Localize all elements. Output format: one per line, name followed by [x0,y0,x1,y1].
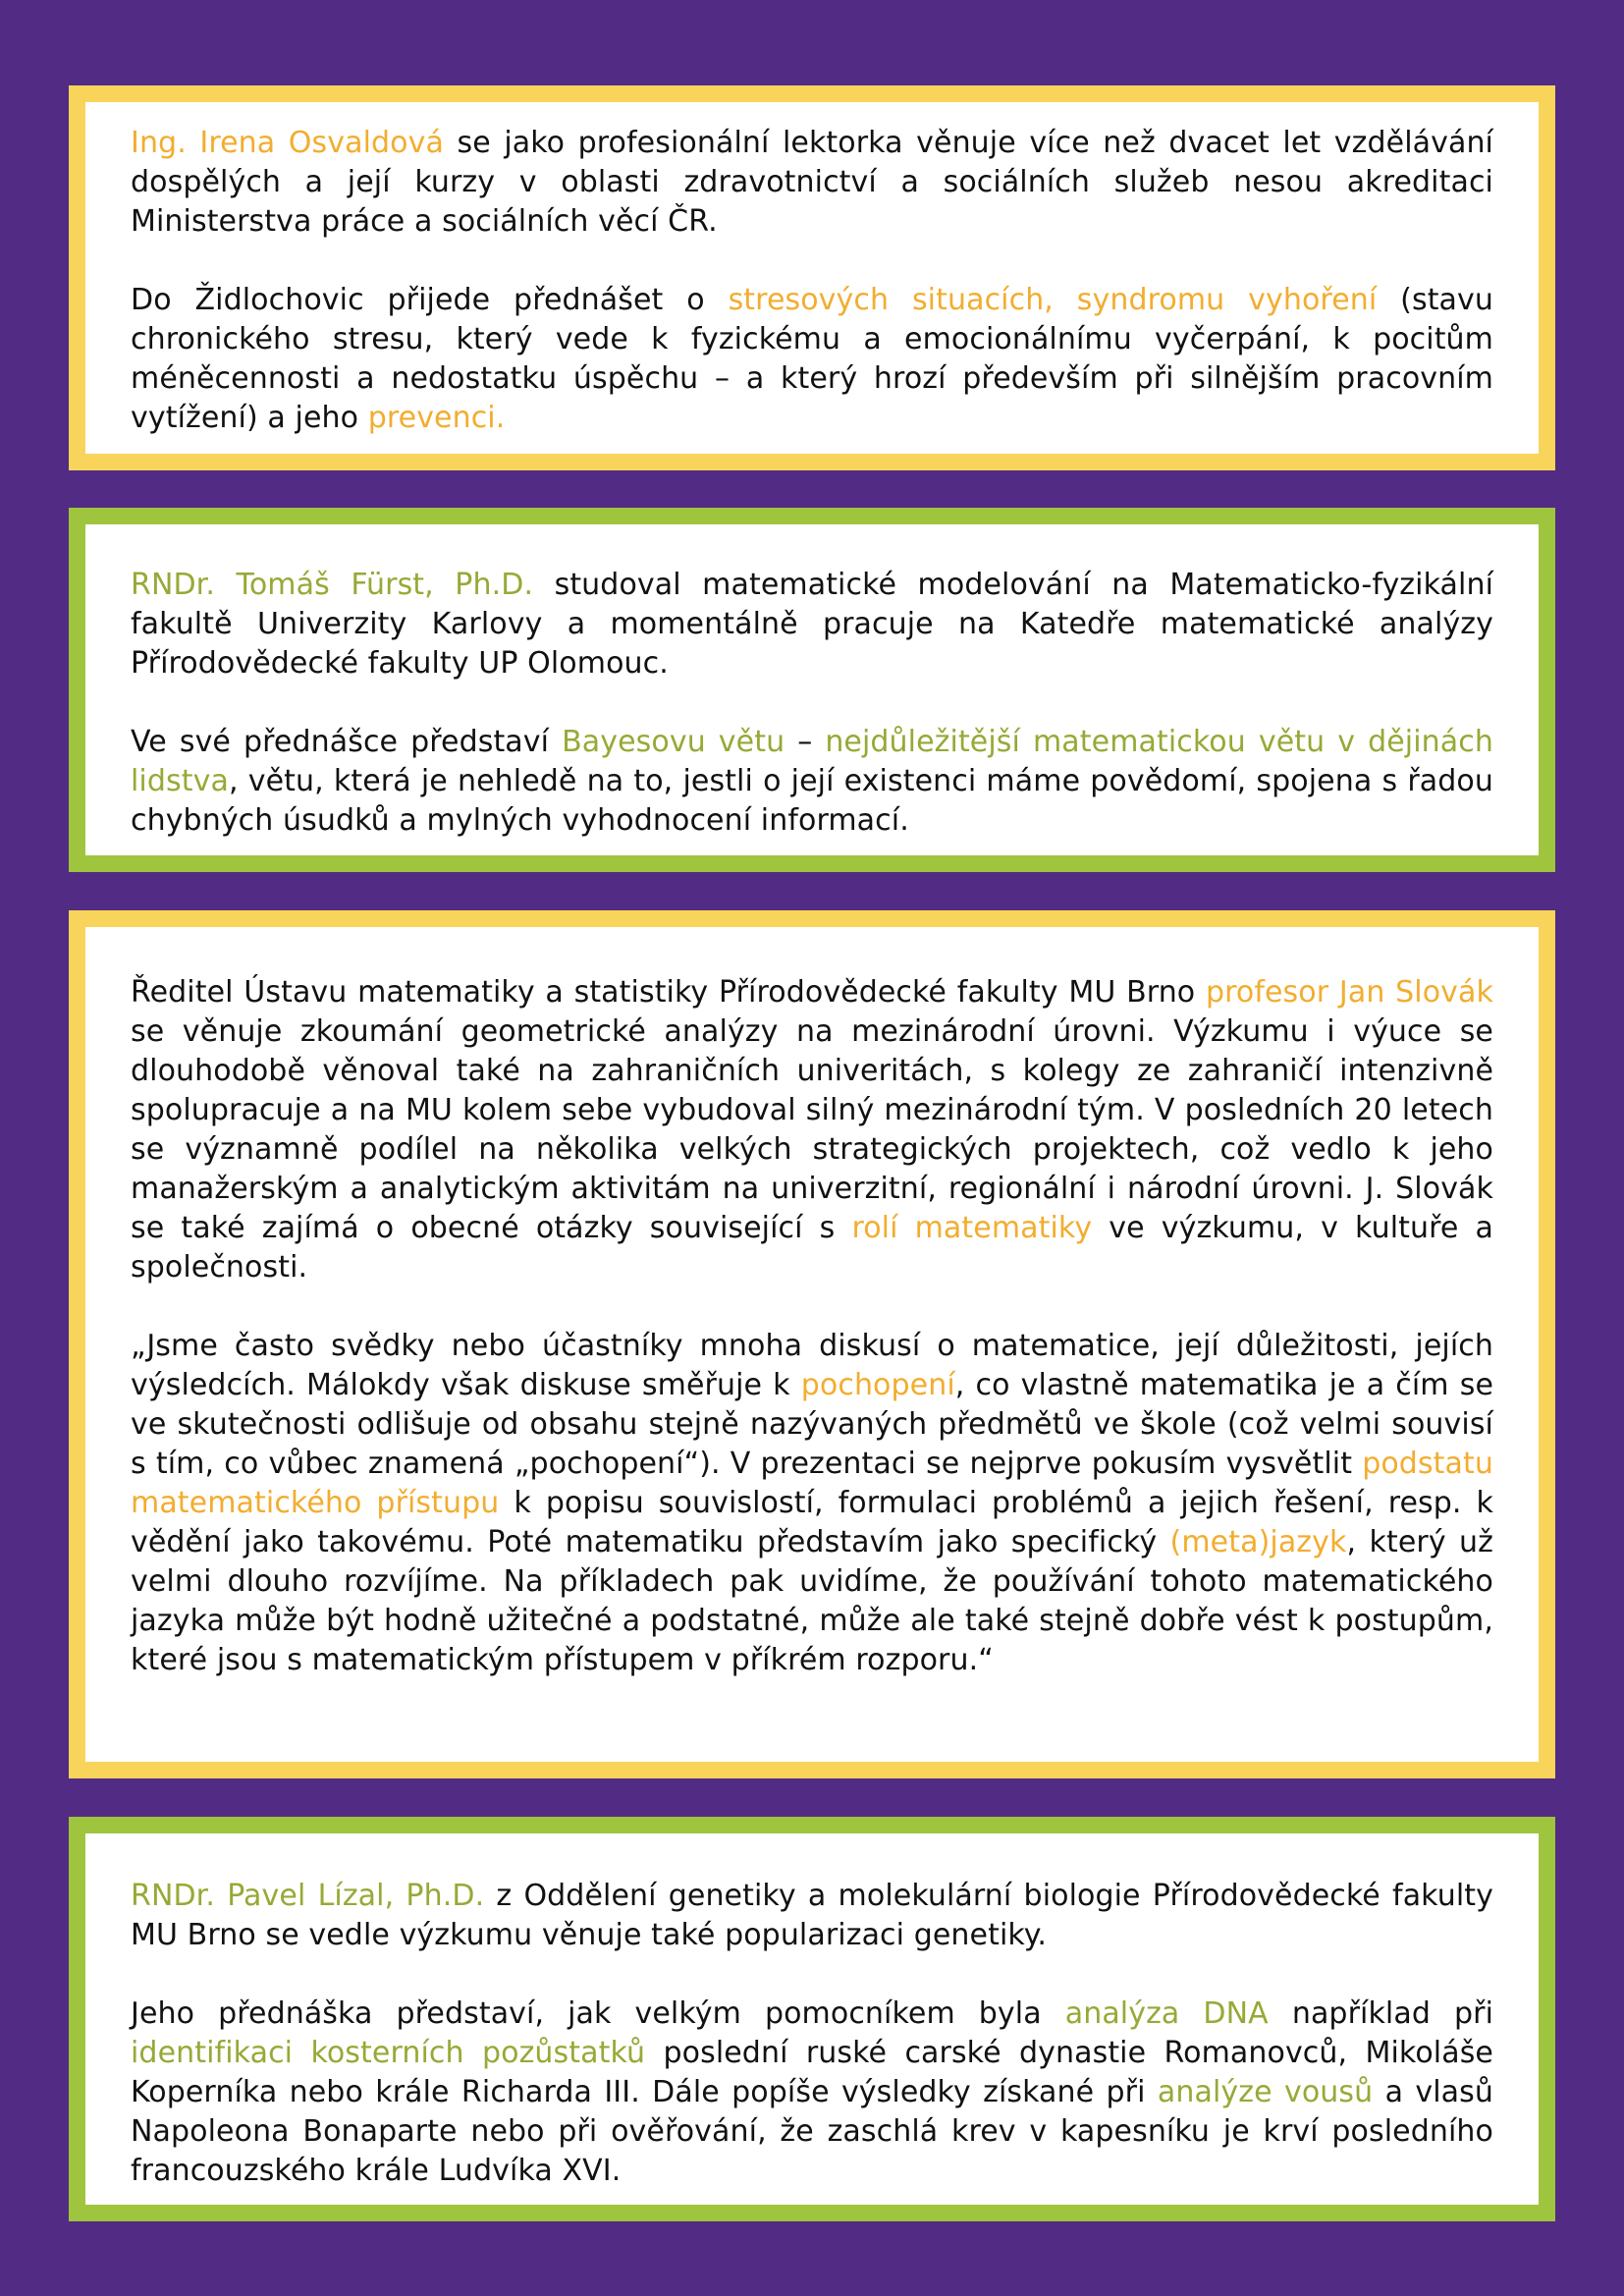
highlighted-text: rolí matematiky [851,1211,1093,1245]
text-run: , co vlastně matematika je a čím se ve skutečnosti odlišuje od obsahu stejně nazývaných předmětů ve škole (což velmi souvisí s tím, co vůbec znamená „pochopení“). V prezentaci se nejprve pokusím vysvětlit [131,1368,1493,1481]
speaker-card-osvaldova [69,85,1555,470]
text-run: například při [1268,1996,1494,2031]
speaker-card-slovak [69,910,1555,1778]
text-run: poslední ruské carské dynastie Romanovců, Mikoláše Koperníka nebo krále Richarda III. Dále popíše výsledky získané při [131,2036,1493,2109]
highlighted-text: prevenci. [367,401,506,435]
text-run: Ve své přednášce představí [131,725,563,759]
highlighted-text: RNDr. Tomáš Fürst, Ph.D. [131,568,534,602]
text-run: a vlasů Napoleona Bonaparte nebo při ověřování, že zaschlá krev v kapesníku je krví posledního francouzského krále Ludvíka XVI. [131,2075,1493,2188]
text-run: (stavu chronického stresu, který vede k fyzickému a emocionálnímu vyčerpání, k pocitům méněcennosti a nedostatku úspěchu – a který hrozí především při silnějším pracovním vytížení) a jeho [131,283,1494,435]
text-run: Do Židlochovic přijede přednášet o [131,283,729,317]
highlighted-text: nejdůležitější matematickou větu v dějinách lidstva [131,725,1493,798]
highlighted-text: pochopení [800,1368,955,1402]
talk-paragraph [131,281,1493,438]
text-run: studoval matematické modelování na Matematicko-fyzikální fakultě Univerzity Karlovy a momentálně pracuje na Katedře matematické analýzy Přírodovědecké fakulty UP Olomouc. [131,568,1494,681]
highlighted-text: Ing. Irena Osvaldová [131,126,444,160]
highlighted-text: Bayesovu větu [562,725,785,759]
text-run: k popisu souvislostí, formulaci problémů a jejich řešení, resp. k vědění jako takovému. Poté matematiku představím jako specifický [131,1486,1493,1559]
talk-paragraph [131,1995,1493,2191]
highlighted-text: (meta)jazyk [1169,1525,1347,1559]
text-run: z Oddělení genetiky a molekulární biologie Přírodovědecké fakulty MU Brno se vedle výzkumu věnuje také popularizaci genetiky. [131,1879,1493,1952]
highlighted-text: analýze vousů [1157,2075,1374,2109]
text-run: , větu, která je nehledě na to, jestli o její existenci máme povědomí, spojena s řadou chybných úsudků a mylných vyhodnocení informací. [131,764,1493,838]
talk-paragraph [131,723,1493,841]
text-run: se jako profesionální lektorka věnuje více než dvacet let vzdělávání dospělých a její kurzy v oblasti zdravotnictví a sociálních služeb nesou akreditaci Ministerstva práce a sociálních věcí ČR. [131,126,1493,239]
text-run: ve výzkumu, v kultuře a společnosti. [131,1211,1493,1285]
bio-paragraph [131,124,1493,242]
bio-paragraph [131,973,1493,1287]
bio-paragraph [131,1877,1493,1955]
highlighted-text: identifikaci kosterních pozůstatků [131,2036,646,2070]
quote-paragraph [131,1327,1493,1680]
highlighted-text: RNDr. Pavel Lízal, Ph.D. [131,1879,485,1913]
text-run: „Jsme často svědky nebo účastníky mnoha diskusí o matematice, její důležitosti, jejích výsledcích. Málokdy však diskuse směřuje k [131,1329,1493,1402]
text-run: , který už velmi dlouho rozvíjíme. Na příkladech pak uvidíme, že používání tohoto matematického jazyka může být hodně užitečné a podstatné, může ale také stejně dobře vést k postupům, které jsou s matematickým přístupem v příkrém rozporu.“ [131,1525,1493,1677]
text-run: se věnuje zkoumání geometrické analýzy na mezinárodní úrovni. Výzkumu i výuce se dlouhodobě věnoval také na zahraničních univeritách, s kolegy ze zahraničí intenzivně spolupracuje a na MU kolem sebe vybudoval silný mezinárodní tým. V posledních 20 letech se významně podílel na několika velkých strategických projektech, což vedlo k jeho manažerským a analytickým aktivitám na univerzitní, regionální i národní úrovni. J. Slovák se také zajímá o obecné otázky související s [131,1014,1493,1245]
highlighted-text: podstatu matematického přístupu [131,1447,1493,1520]
highlighted-text: analýza DNA [1064,1996,1269,2031]
speaker-card-lizal [69,1817,1555,2221]
speaker-card-furst [69,508,1555,872]
highlighted-text: stresových situacích, syndromu vyhoření [728,283,1378,317]
text-run: – [785,725,826,759]
text-run: Ředitel Ústavu matematiky a statistiky Přírodovědecké fakulty MU Brno [131,975,1206,1010]
text-run: Jeho přednáška představí, jak velkým pomocníkem byla [131,1996,1065,2031]
bio-paragraph [131,566,1493,683]
highlighted-text: profesor Jan Slovák [1205,975,1493,1010]
